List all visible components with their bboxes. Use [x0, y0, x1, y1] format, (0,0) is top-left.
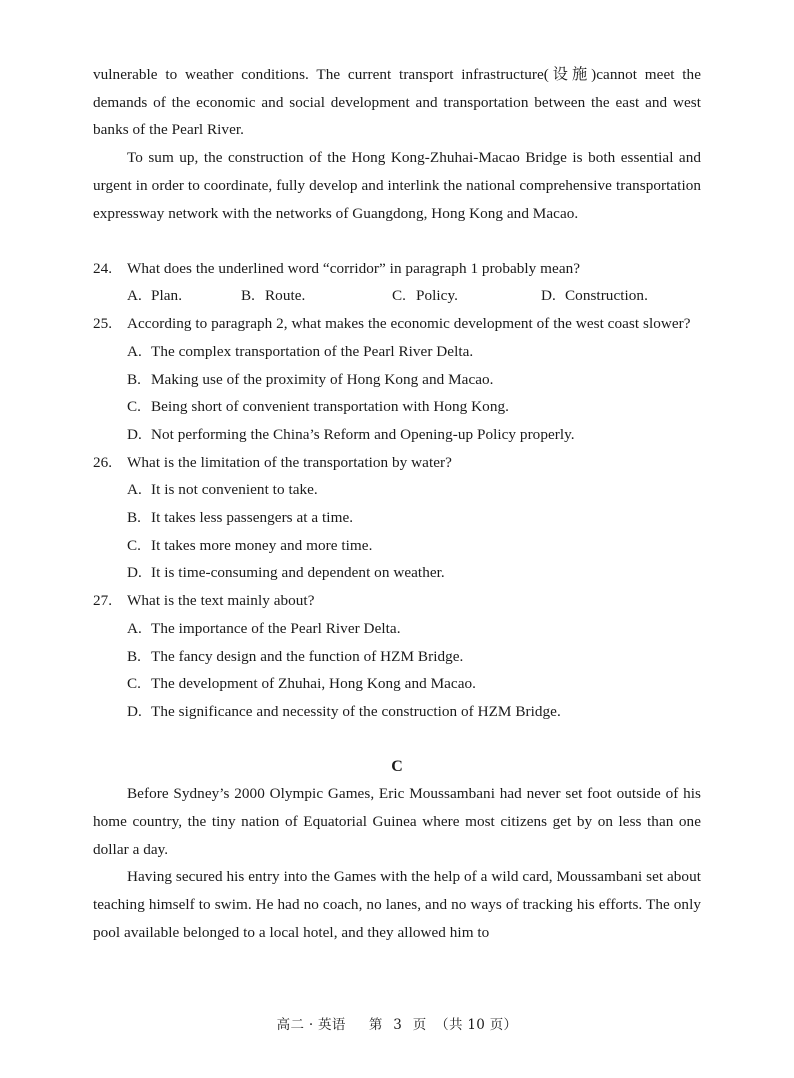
option-b[interactable]: B. Making use of the proximity of Hong Kong and Macao. [127, 370, 494, 388]
question-list [93, 255, 701, 726]
option-c[interactable]: C. It takes more money and more time. [127, 536, 373, 554]
option-b[interactable]: B. It takes less passengers at a time. [127, 509, 354, 527]
question-number: 27. [93, 592, 113, 610]
question-number: 25. [93, 315, 113, 333]
question-number: 24. [93, 259, 113, 277]
question-number: 26. [93, 453, 113, 471]
footer-page-suffix: 页 [412, 1017, 427, 1033]
passage-b-tail [93, 61, 701, 227]
question-stem: What does the underlined word “corridor” in paragraph 1 probably mean? [127, 259, 581, 277]
question-25 [93, 310, 701, 449]
option-a[interactable]: A. The complex transportation of the Pearl River Delta. [127, 342, 474, 360]
footer-page-number: 3 [393, 1017, 403, 1033]
option-b[interactable]: B. The fancy design and the function of HZM Bridge. [127, 647, 464, 665]
page-footer [0, 1013, 794, 1033]
option-d[interactable]: D. Not performing the China’s Reform and Opening-up Policy properly. [127, 425, 575, 443]
passage-paragraph: Before Sydney’s 2000 Olympic Games, Eric Moussambani had never set foot outside of his home country, the tiny nation of Equatorial Guinea where most citizens get by on less than one dollar a day. [93, 785, 701, 858]
question-26 [93, 449, 701, 588]
footer-page-prefix: 第 [368, 1017, 383, 1033]
footer-subject: 高二 · 英语 [276, 1017, 346, 1033]
option-c[interactable]: C. The development of Zhuhai, Hong Kong and Macao. [127, 675, 476, 693]
option-b[interactable]: B. Route. [241, 287, 306, 305]
option-d[interactable]: D. It is time-consuming and dependent on weather. [127, 564, 445, 582]
question-27 [93, 587, 701, 726]
exam-page [93, 61, 701, 947]
option-c[interactable]: C. Being short of convenient transportation with Hong Kong. [127, 398, 509, 416]
passage-c [93, 753, 701, 947]
footer-total-pages: （共 10 页） [435, 1017, 518, 1033]
option-a[interactable]: A. Plan. [127, 287, 183, 305]
option-c[interactable]: C. Policy. [392, 287, 458, 305]
question-stem: According to paragraph 2, what makes the economic development of the west coast slower? [127, 315, 691, 333]
passage-paragraph: To sum up, the construction of the Hong Kong-Zhuhai-Macao Bridge is both essential and urgent in order to coordinate, fully develop and interlink the national comprehensive transportation expressway network with the networks of Guangdong, Hong Kong and Macao. [93, 149, 701, 222]
option-a[interactable]: A. The importance of the Pearl River Delta. [127, 619, 401, 637]
options-row [127, 282, 701, 310]
question-24 [93, 255, 701, 310]
option-a[interactable]: A. It is not convenient to take. [127, 481, 318, 499]
section-heading: C [391, 757, 403, 775]
option-d[interactable]: D. The significance and necessity of the construction of HZM Bridge. [127, 702, 561, 720]
passage-paragraph: Having secured his entry into the Games with the help of a wild card, Moussambani set about teaching himself to swim. He had no coach, no lanes, and no ways of tracking his efforts. The only pool available belonged to a local hotel, and they allowed him to [93, 868, 701, 941]
question-stem: What is the limitation of the transportation by water? [127, 453, 452, 471]
passage-paragraph: vulnerable to weather conditions. The current transport infrastructure(设施)cannot meet the demands of the economic and social development and transportation between the east and west banks of the Pearl River. [93, 66, 701, 139]
question-stem: What is the text mainly about? [127, 592, 315, 610]
option-d[interactable]: D. Construction. [541, 287, 648, 305]
